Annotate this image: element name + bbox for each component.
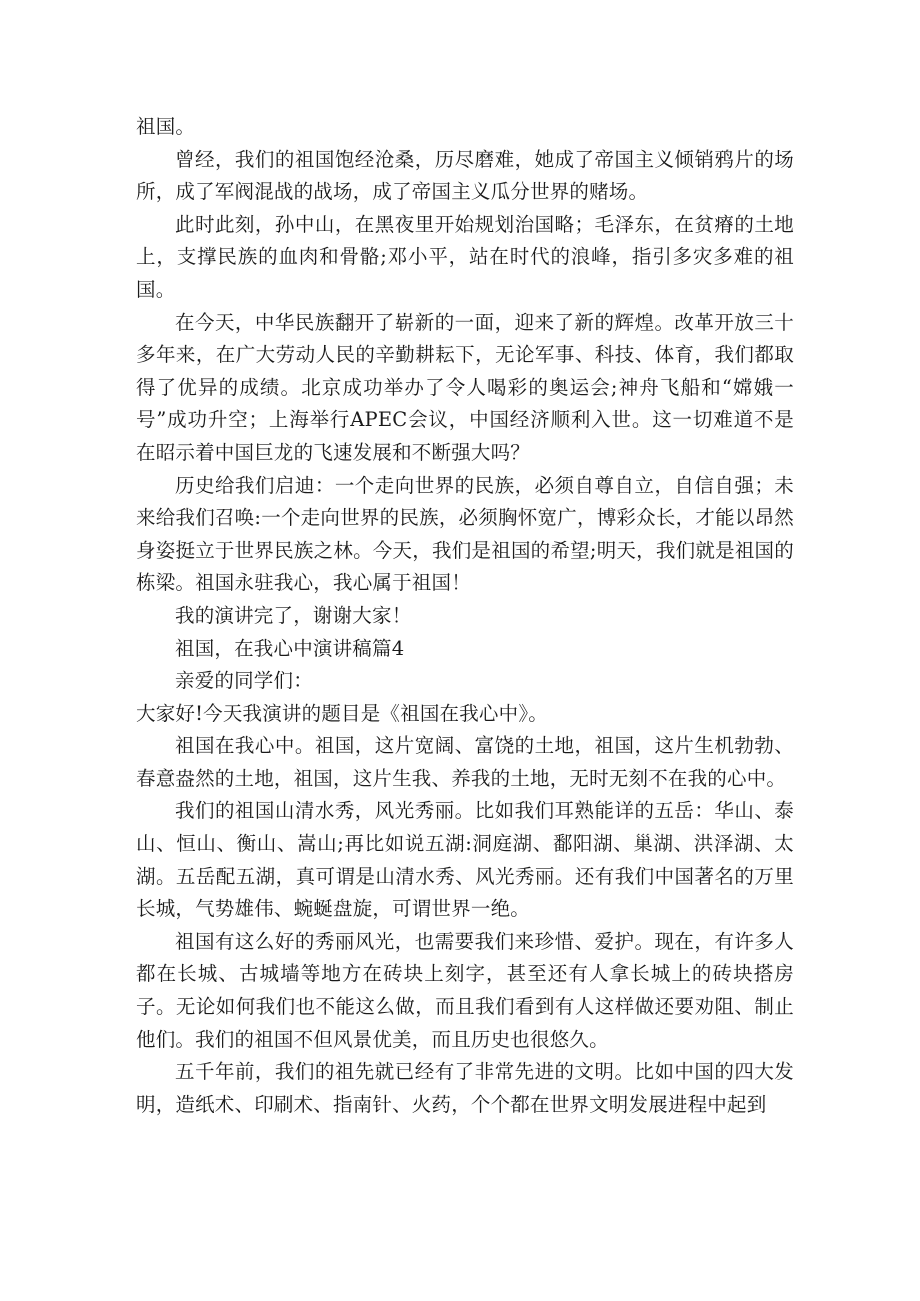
paragraph-salutation: 亲爱的同学们：	[175, 669, 313, 693]
paragraph-history-lesson: 历史给我们启迪：一个走向世界的民族，必须自尊自立，自信自强；未来给我们召唤:一个走向世界的民族，必须胸怀宽广，博彩众长，才能以昂然身姿挺立于世界民族之林。今天，我们是祖国的希望;明天，我们就是祖国的栋梁。祖国永驻我心，我心属于祖国！	[136, 473, 794, 595]
paragraph-scenery: 我们的祖国山清水秀，风光秀丽。比如我们耳熟能详的五岳：华山、泰山、恒山、衡山、嵩山;再比如说五湖:洞庭湖、鄱阳湖、巢湖、洪泽湖、太湖。五岳配五湖，真可谓是山清水秀、风光秀丽。还有我们中国著名的万里长城，气势雄伟、蜿蜒盘旋，可谓世界一绝。	[136, 799, 794, 921]
document-body	[136, 111, 794, 1121]
paragraph-motherland-in-heart: 祖国在我心中。祖国，这片宽阔、富饶的土地，祖国，这片生机勃勃、春意盎然的土地，祖国，这片生我、养我的土地，无时无刻不在我的心中。	[136, 734, 794, 790]
paragraph-protection: 祖国有这么好的秀丽风光，也需要我们来珍惜、爱护。现在，有许多人都在长城、古城墙等地方在砖块上刻字，甚至还有人拿长城上的砖块搭房子。无论如何我们也不能这么做，而且我们看到有人这样做还要劝阻、制止他们。我们的祖国不但风景优美，而且历史也很悠久。	[136, 929, 794, 1051]
paragraph-ancient-civilization: 五千年前，我们的祖先就已经有了非常先进的文明。比如中国的四大发明，造纸术、印刷术、指南针、火药，个个都在世界文明发展进程中起到	[136, 1060, 794, 1116]
paragraph-today: 在今天，中华民族翻开了崭新的一面，迎来了新的辉煌。改革开放三十多年来，在广大劳动人民的辛勤耕耘下，无论军事、科技、体育，我们都取得了优异的成绩。北京成功举办了令人喝彩的奥运会;神舟飞船和“嫦娥一号”成功升空；上海举行APEC会议，中国经济顺利入世。这一切难道不是在昭示着中国巨龙的飞速发展和不断强大吗？	[136, 310, 794, 464]
paragraph-leaders: 此时此刻，孙中山，在黑夜里开始规划治国略；毛泽东，在贫瘠的土地上，支撑民族的血肉和骨骼;邓小平，站在时代的浪峰，指引多灾多难的祖国。	[136, 212, 794, 301]
paragraph-greeting: 大家好!今天我演讲的题目是《祖国在我心中》。	[136, 701, 548, 725]
paragraph-continuation: 祖国。	[136, 115, 196, 138]
section-heading: 祖国，在我心中演讲稿篇4	[175, 636, 405, 660]
paragraph-closing: 我的演讲完了，谢谢大家！	[175, 603, 412, 627]
paragraph-past-hardship: 曾经，我们的祖国饱经沧桑，历尽磨难，她成了帝国主义倾销鸦片的场所，成了军阀混战的战场，成了帝国主义瓜分世界的赌场。	[136, 147, 794, 204]
